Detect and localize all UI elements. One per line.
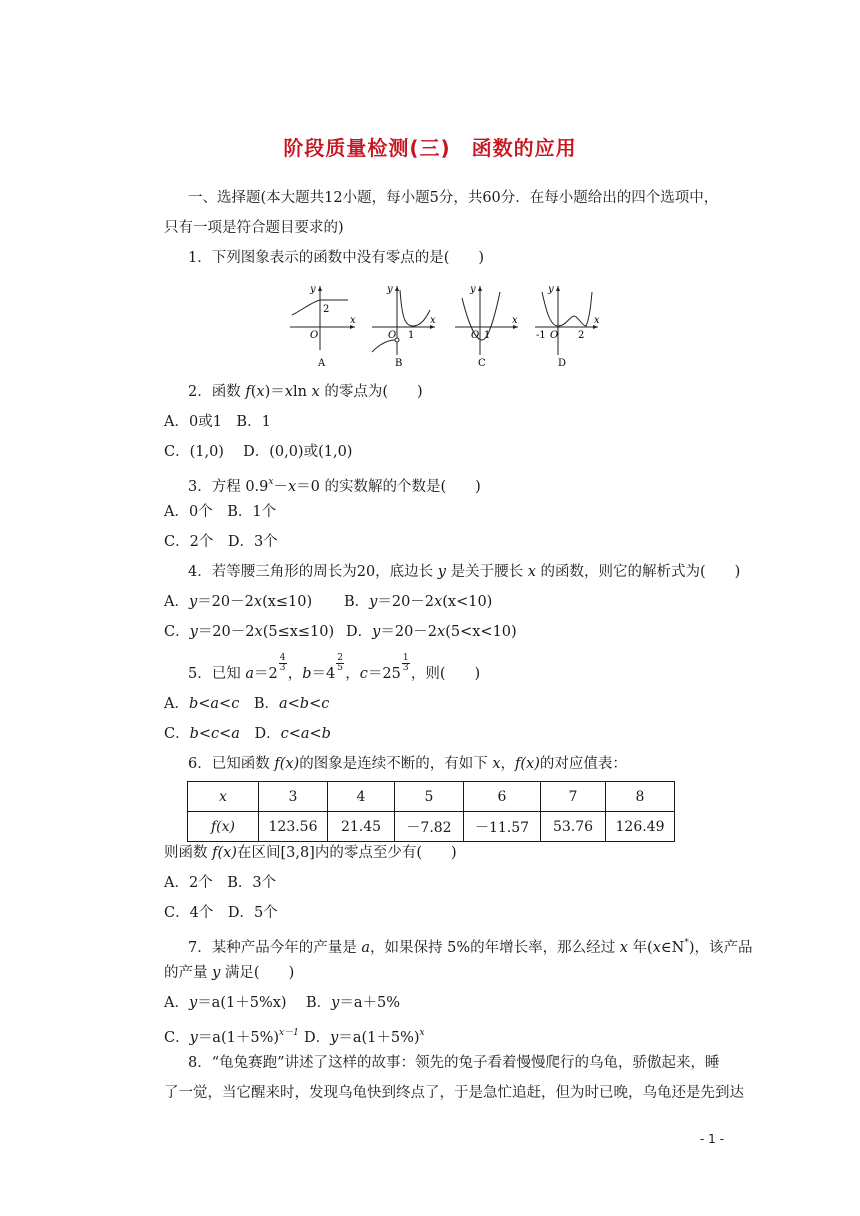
table-row <box>188 812 675 842</box>
graph-d-y-label: y <box>548 284 554 295</box>
table-cell: 3 <box>259 782 328 812</box>
question-6-options-ab: A．2个 B．3个 <box>164 875 277 891</box>
section-instruction-line-2: 只有一项是符合题目要求的) <box>164 220 344 236</box>
table-header-cell: f(x) <box>188 812 259 842</box>
graph-c-tick-label: 1 <box>484 330 491 341</box>
graph-c-origin-label: O <box>471 330 480 341</box>
question-6-options-cd: C．4个 D．5个 <box>164 905 278 921</box>
question-6-stem: 6．已知函数 f(x)的图象是连续不断的，有如下 x，f(x)的对应值表： <box>188 756 627 772</box>
question-8-stem-line-1: 8．“龟兔赛跑”讲述了这样的故事：领先的兔子看着慢慢爬行的乌龟，骄傲起来，睡 <box>188 1055 720 1071</box>
value-table <box>187 781 675 842</box>
question-3-stem: 3．方程 $0.9^x-x=0$ 的实数解的个数是( ) <box>188 477 481 495</box>
graph-d-origin-label: O <box>550 330 559 341</box>
graph-c <box>455 284 518 369</box>
table-row <box>188 782 675 812</box>
table-cell: 7 <box>541 782 606 812</box>
table-cell: －11.57 <box>464 812 541 842</box>
table-cell: 6 <box>464 782 541 812</box>
question-5-stem: 5．已知 a＝2 $\frac{4}{3}$ ，b＝4 $\frac{2}{5}$ ，c＝25 $\frac{1}{3}$ ，则( ) <box>188 653 481 682</box>
page-title: 阶段质量检测(三) 函数的应用 <box>283 136 577 160</box>
question-7-stem-line-1: 7．某种产品今年的产量是 a，如果保持 5%的年增长率，那么经过 x 年(x∈N*)，该产品 <box>188 938 753 956</box>
graph-b-origin-label: O <box>388 330 397 341</box>
graph-d <box>535 284 600 369</box>
question-4-option-c: C．y＝20－2x(5≤x≤10) <box>164 624 335 640</box>
table-cell: 5 <box>395 782 464 812</box>
question-7-option-d: D．$y=a(1+5\%)^x$ <box>304 1028 425 1046</box>
question-7-option-c: C．$y=a(1+5\%)^{x-1}$ <box>164 1028 299 1046</box>
question-7-stem-line-2: 的产量 y 满足( ) <box>164 965 295 981</box>
graph-b-caption: B <box>395 358 403 369</box>
table-cell: －7.82 <box>395 812 464 842</box>
question-4-stem: 4．若等腰三角形的周长为20，底边长 y 是关于腰长 x 的函数，则它的解析式为( ) <box>188 564 741 580</box>
graph-b-y-label: y <box>387 284 393 295</box>
question-2-options-ab: A．0或1 B．1 <box>164 414 271 430</box>
graph-b-x-label: x <box>430 315 436 326</box>
question-7-option-a: A．y＝a(1＋5%x) <box>164 995 287 1011</box>
graph-d-tick-pos-label: 2 <box>578 330 585 341</box>
table-header-cell: x <box>188 782 259 812</box>
graph-a-y-label: y <box>310 284 316 295</box>
graph-b-tick-label: 1 <box>408 330 415 341</box>
table-cell: 123.56 <box>259 812 328 842</box>
question-3-options-cd: C．2个 D．3个 <box>164 534 278 550</box>
graph-c-caption: C <box>478 358 486 369</box>
table-cell: 53.76 <box>541 812 606 842</box>
question-5-options-cd: C．b<c<a D．c<a<b <box>164 726 331 742</box>
table-cell: 126.49 <box>606 812 675 842</box>
question-1-graphs <box>280 280 610 370</box>
graph-d-tick-neg-label: -1 <box>536 330 546 341</box>
question-4-option-d: D．y＝20－2x(5<x<10) <box>346 624 517 640</box>
graph-a-x-label: x <box>350 315 356 326</box>
graph-a-tick-label: 2 <box>323 304 330 315</box>
question-5-options-ab: A．b<a<c B．a<b<c <box>164 696 330 712</box>
graph-c-y-label: y <box>470 284 476 295</box>
question-4-option-a: A．y＝20－2x(x≤10) <box>164 594 313 610</box>
section-instruction-line-1: 一、选择题(本大题共12小题，每小题5分，共60分．在每小题给出的四个选项中， <box>188 190 719 206</box>
table-cell: 8 <box>606 782 675 812</box>
question-2-stem: 2．函数 f(x)＝xln x 的零点为( ) <box>188 384 423 400</box>
table-cell: 4 <box>328 782 395 812</box>
page-number: - 1 - <box>700 1132 724 1146</box>
graph-a-origin-label: O <box>310 330 319 341</box>
graph-c-x-label: x <box>512 315 518 326</box>
question-2-options-cd: C．(1,0) D．(0,0)或(1,0) <box>164 444 353 460</box>
graph-a <box>290 284 356 369</box>
question-4-option-b: B．y＝20－2x(x<10) <box>344 594 493 610</box>
question-8-stem-line-2: 了一觉，当它醒来时，发现乌龟快到终点了，于是急忙追赶，但为时已晚，乌龟还是先到达 <box>164 1085 744 1101</box>
graph-a-caption: A <box>318 358 326 369</box>
graph-d-caption: D <box>558 358 567 369</box>
question-6-question: 则函数 f(x)在区间[3,8]内的零点至少有( ) <box>164 845 457 861</box>
question-1-stem: 1．下列图象表示的函数中没有零点的是( ) <box>188 250 485 266</box>
graph-b <box>372 284 436 369</box>
graph-d-x-label: x <box>594 315 600 326</box>
table-cell: 21.45 <box>328 812 395 842</box>
question-3-options-ab: A．0个 B．1个 <box>164 504 277 520</box>
question-7-option-b: B．y＝a＋5% <box>306 995 401 1011</box>
